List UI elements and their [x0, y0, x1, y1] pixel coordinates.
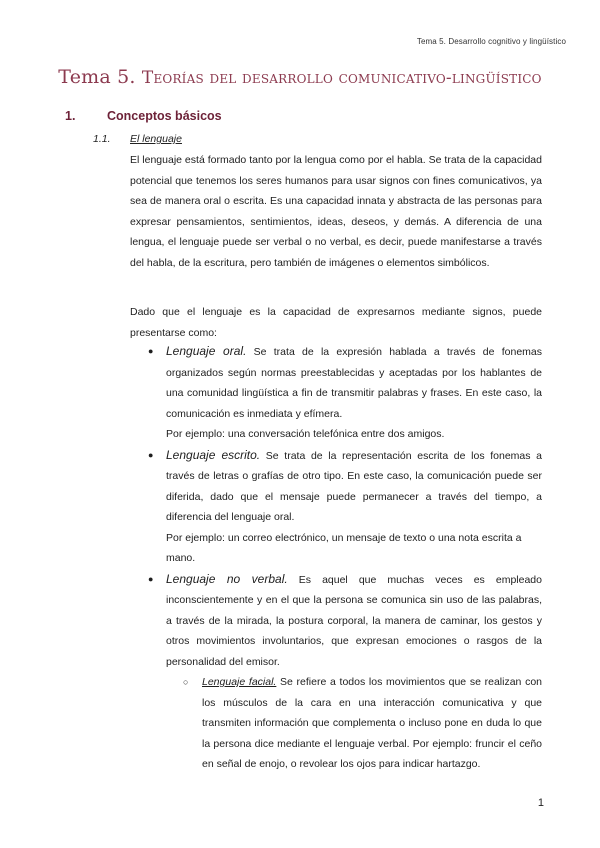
bullet-icon: ●: [148, 573, 154, 584]
subsection-number: 1.1.: [93, 133, 111, 145]
section-title: Conceptos básicos: [107, 109, 222, 123]
list-item: [148, 445, 542, 569]
list-item-term: Lenguaje no verbal.: [166, 571, 288, 586]
list-item-term: Lenguaje oral.: [166, 344, 247, 358]
list-item-text: Se trata de la representación escrita de los fonemas a través de letras o grafías de otro tipo. En este caso, la comunicación puede ser diferida, dado que el mensaje puede permanecer a través del tiempo, a diferencia del lenguaje oral.: [166, 449, 542, 523]
subsection-heading: [93, 133, 182, 145]
page-number: 1: [537, 797, 544, 809]
sub-list-item-text: Se refiere a todos los movimientos que se realizan con los músculos de la cara en una interacción comunicativa y que transmiten información que complementa o incluso pone en duda lo que la persona dice mediante el lenguaje verbal. Por ejemplo: fruncir el ceño en señal de enojo, o revolear los ojos para indicar hartazgo.: [202, 676, 542, 770]
list-item-example: Por ejemplo: una conversación telefónica entre dos amigos.: [166, 428, 445, 440]
section-number: 1.: [65, 109, 76, 123]
list-item-term: Lenguaje escrito.: [166, 447, 261, 462]
list-item: [148, 569, 542, 775]
paragraph: El lenguaje está formado tanto por la lengua como por el habla. Se trata de la capacidad potencial que tenemos los seres humanos para usar signos con fines comunicativos, ya sea de manera oral o escrita. Es una capacidad innata y abstracta de las personas para expresar pensamientos, sentimientos, ideas, deseos, y demás. A diferencia de una lengua, el lenguaje puede ser verbal o no verbal, es decir, puede manifestarse a través del habla, de la escritura, pero también de imágenes o elementos simbólicos.: [130, 154, 542, 269]
list-item-text: Es aquel que muchas veces es empleado inconscientemente y en el que la persona se comunica sin uso de las palabras, a través de la mirada, la postura corporal, la manera de caminar, los gestos y otros movimientos involuntarios, que expresan emociones o rasgos de la personalidad del emisor.: [166, 573, 542, 668]
sub-list-item-term: Lenguaje facial.: [202, 676, 277, 688]
section-heading: [65, 109, 222, 123]
running-header: Tema 5. Desarrollo cognitivo y lingüístico: [416, 37, 566, 46]
list-item-text: Se trata de la expresión hablada a través de fonemas organizados según normas preestablecidas y aceptadas por los hablantes de una comunidad lingüística a fin de transmitir palabras y frases. En este caso, la comunicación es inmediata y efímera.: [166, 346, 542, 420]
list-item: [148, 341, 542, 445]
list-item-example: Por ejemplo: un correo electrónico, un mensaje de texto o una nota escrita a mano.: [166, 531, 522, 564]
sub-list-item: [183, 672, 542, 775]
paragraph: Dado que el lenguaje es la capacidad de expresarnos mediante signos, puede presentarse como:: [130, 306, 542, 339]
subsection-title: El lenguaje: [130, 133, 182, 145]
page-title: [0, 66, 600, 88]
title-main: Teorías del desarrollo comunicativo-lingüístico: [141, 68, 542, 88]
circle-bullet-icon: ○: [183, 677, 189, 687]
bullet-icon: ●: [148, 346, 154, 356]
bullet-list: [148, 341, 542, 775]
sub-bullet-list: [183, 672, 542, 775]
bullet-icon: ●: [148, 449, 154, 460]
title-prefix: Tema 5.: [58, 66, 136, 88]
